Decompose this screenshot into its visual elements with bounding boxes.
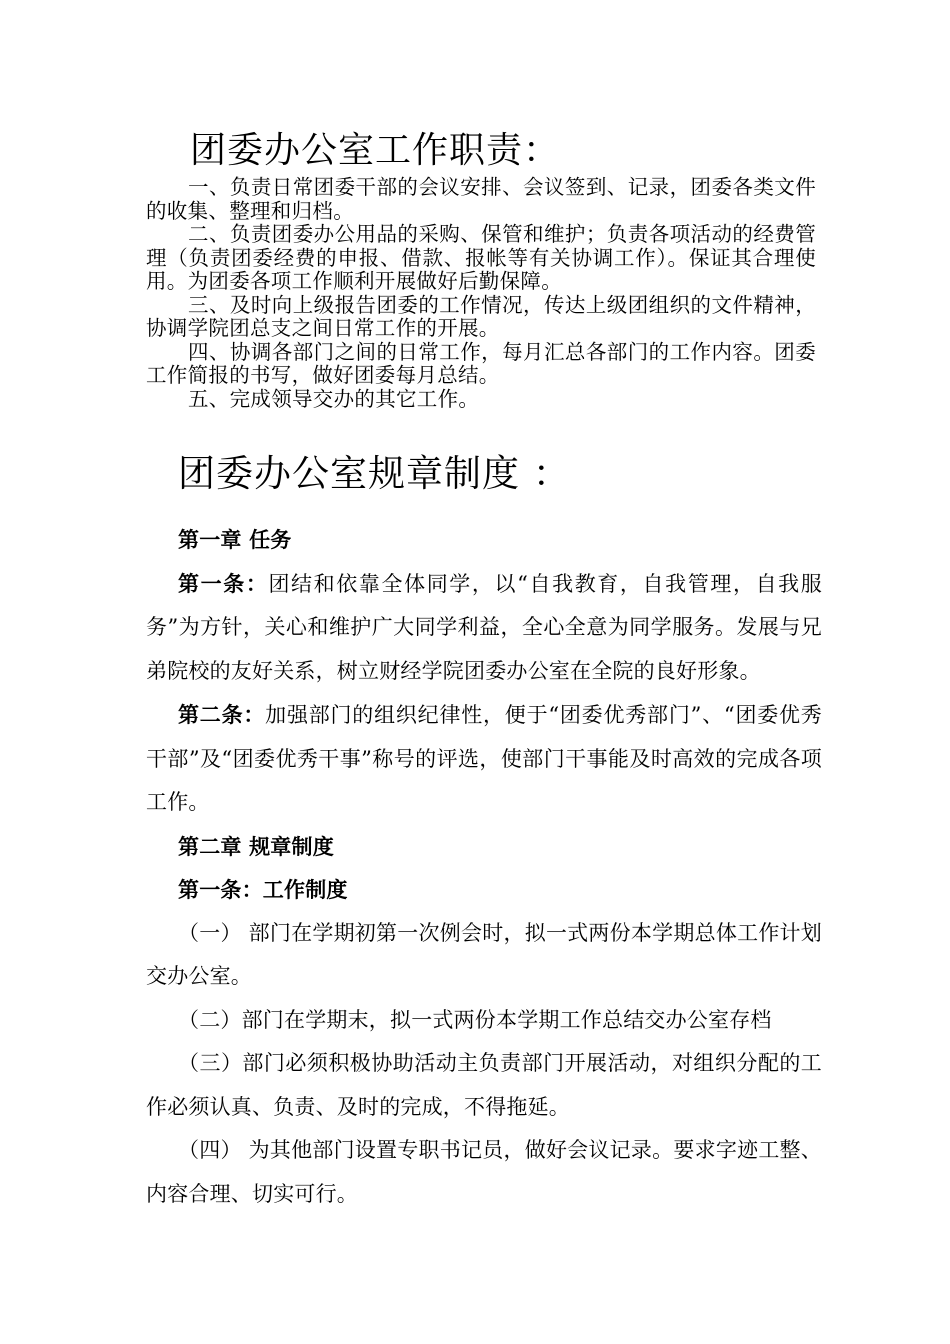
duty-item-2: 二、负责团委办公用品的采购、保管和维护；负责各项活动的经费管理（负责团委经费的申报、借款、报帐等有关协调工作）。保证其合理使用。为团委各项工作顺利开展做好后勤保障。 [146,222,816,293]
article-text: 团结和依靠全体同学，以“自我教育，自我管理，自我服务”为方针，关心和维护广大同学利益，全心全意为同学服务。发展与兄弟院校的友好关系，树立财经学院团委办公室在全院的良好形象。 [146,571,822,683]
rule-item-4: （四） 为其他部门设置专职书记员，做好会议记录。要求字迹工整、内容合理、切实可行。 [146,1138,822,1206]
chapter1-article1 [146,562,822,694]
duty-item-5: 五、完成领导交办的其它工作。 [188,386,480,411]
chapter2-article1-heading: 第一条：工作制度 [178,877,348,902]
duty-item-1: 一、负责日常团委干部的会议安排、会议签到、记录，团委各类文件的收集、整理和归档。 [146,175,816,223]
rule-item-1: （一） 部门在学期初第一次例会时，拟一式两份本学期总体工作计划交办公室。 [146,920,822,988]
duties-title: 团委办公室工作职责： [190,130,561,171]
article-text: 加强部门的组织纪律性，便于“团委优秀部门”、“团委优秀干部”及“团委优秀干事”称号的评选，使部门干事能及时高效的完成各项工作。 [146,703,822,814]
rule-item-3: （三）部门必须积极协助活动主负责部门开展活动，对组织分配的工作必须认真、负责、及时的完成，不得拖延。 [146,1051,822,1119]
article-label: 第一条： [178,570,269,596]
chapter2-heading: 第二章 规章制度 [178,833,334,859]
article-label: 第二条： [178,702,266,727]
duty-item-3: 三、及时向上级报告团委的工作情况，传达上级团组织的文件精神，协调学院团总支之间日常工作的开展。 [146,292,816,340]
chapter1-heading: 第一章 任务 [178,527,292,552]
chapter1-article2 [146,693,822,825]
rule-item-2: （二）部门在学期末，拟一式两份本学期工作总结交办公室存档 [178,1007,772,1032]
duties-section [146,126,816,411]
duty-item-4: 四、协调各部门之间的日常工作，每月汇总各部门的工作内容。团委工作简报的书写，做好团委每月总结。 [146,339,816,387]
rules-section [146,518,822,1216]
rules-title: 团委办公室规章制度 ： [178,452,571,495]
